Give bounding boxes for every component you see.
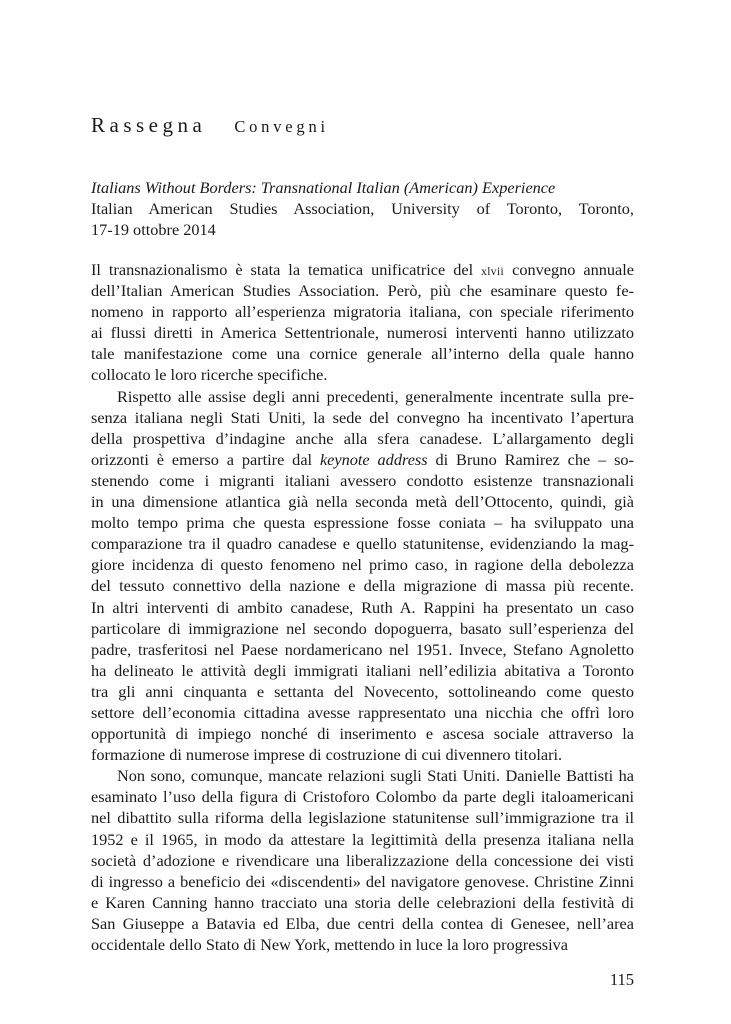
paragraph-line: dell’Italian American Studies Association. Però, più che esaminare questo fe- [91, 281, 634, 301]
paragraph-line [91, 259, 634, 280]
paragraph-line: senza italiana negli Stati Uniti, la sede del convegno ha incentivato l’apertura [91, 407, 634, 427]
paragraph-line: e Karen Canning hanno tracciato una storia delle celebrazioni della festività di [91, 892, 634, 912]
event-details-line: Italian American Studies Association, University of Toronto, Toronto, [91, 199, 634, 218]
italic-term: keynote address [319, 449, 428, 469]
line-fragment: di Bruno Ramirez che – so- [427, 449, 634, 469]
paragraph-line: esaminato l’uso della figura di Cristoforo Colombo da parte degli italoamericani [91, 787, 634, 807]
paragraph-line: 1952 e il 1965, in modo da attestare la legittimità della presenza italiana nella [91, 829, 634, 849]
event-heading [91, 177, 634, 240]
paragraph-line: Rispetto alle assise degli anni precedenti, generalmente incentrate sulla pre- [117, 386, 634, 406]
paragraph-line: in una dimensione atlantica già nella seconda metà dell’Ottocento, quindi, già [91, 492, 634, 512]
paragraph-line: società d’adozione e rivendicare una liberalizzazione della concessione dei visti [91, 850, 634, 870]
paragraph-line: opportunità di impiego nonché di inserimento e ascesa sociale attraverso la [91, 724, 634, 744]
paragraph-line: tale manifestazione come una cornice generale all’interno della quale hanno [91, 344, 634, 364]
paragraph-line: occidentale dello Stato di New York, mettendo in luce la loro progressiva [91, 935, 569, 954]
event-title: Italians Without Borders: Transnational Italian (American) Experience [91, 178, 556, 197]
paragraph-line: del tessuto connettivo della nazione e della migrazione di massa più recente. [91, 576, 634, 596]
paragraph-line: collocato le loro ricerche specifiche. [91, 365, 328, 385]
paragraph-line: nomeno in rapporto all’esperienza migratoria italiana, con speciale riferimento [91, 302, 634, 322]
paragraph-line: ha delineato le attività degli immigrati italiani nell’edilizia abitativa a Toronto [91, 660, 634, 680]
paragraph-line: tra gli anni cinquanta e settanta del Novecento, sottolineando come questo [91, 681, 634, 701]
paragraph-line: In altri interventi di ambito canadese, Ruth A. Rappini ha presentato un caso [91, 597, 634, 617]
page-number: 115 [609, 970, 634, 989]
paragraph-line: ai flussi diretti in America Settentrionale, numerosi interventi hanno utilizzato [91, 323, 634, 343]
paragraph-line: comparazione tra il quadro canadese e quello statunitense, evidenziando la mag- [91, 534, 634, 554]
paragraph-line: molto tempo prima che questa espressione fosse coniata – ha sviluppato una [91, 513, 634, 533]
paragraph-line: stenendo come i migranti italiani avessero condotto esistenze transnazionali [91, 470, 634, 490]
paragraph-line: nel dibattito sulla riforma della legislazione statunitense sull’immigrazione tra il [91, 808, 634, 828]
paragraph-line: della prospettiva d’indagine anche alla sfera canadese. L’allargamento degli [91, 428, 634, 448]
paragraph-line: formazione di numerose imprese di costruzione di cui divennero titolari. [91, 745, 563, 765]
paragraph-line: particolare di immigrazione nel secondo dopoguerra, basato sull’esperienza del [91, 618, 634, 638]
line-fragment: Il transnazionalismo è stata la tematica unificatrice del [91, 260, 482, 279]
event-details-line: 17-19 ottobre 2014 [91, 220, 216, 239]
paragraph-line [91, 449, 634, 470]
article-body [91, 259, 634, 955]
paragraph-line: settore dell’economia cittadina avesse rappresentato una nicchia che offrì loro [91, 702, 634, 722]
paragraph-line: San Giuseppe a Batavia ed Elba, due centri della contea di Genesee, nell’area [91, 913, 634, 933]
paragraph-line: padre, trasferitosi nel Paese nordamericano nel 1951. Invece, Stefano Agnoletto [91, 639, 634, 659]
line-fragment: orizzonti è emerso a partire dal [91, 449, 320, 469]
line-fragment: convegno annuale [504, 260, 634, 279]
running-header [91, 113, 329, 138]
section-title: Rassegna [91, 113, 207, 137]
paragraph-line: Non sono, comunque, mancate relazioni sugli Stati Uniti. Danielle Battisti ha [117, 766, 634, 786]
roman-numeral: xlvii [481, 266, 505, 278]
paragraph-line: di ingresso a beneficio dei «discendenti» del navigatore genovese. Christine Zinni [91, 871, 634, 891]
subsection-title: Convegni [234, 117, 329, 136]
paragraph-line: giore incidenza di questo fenomeno nel primo caso, in ragione della debolezza [91, 555, 634, 575]
